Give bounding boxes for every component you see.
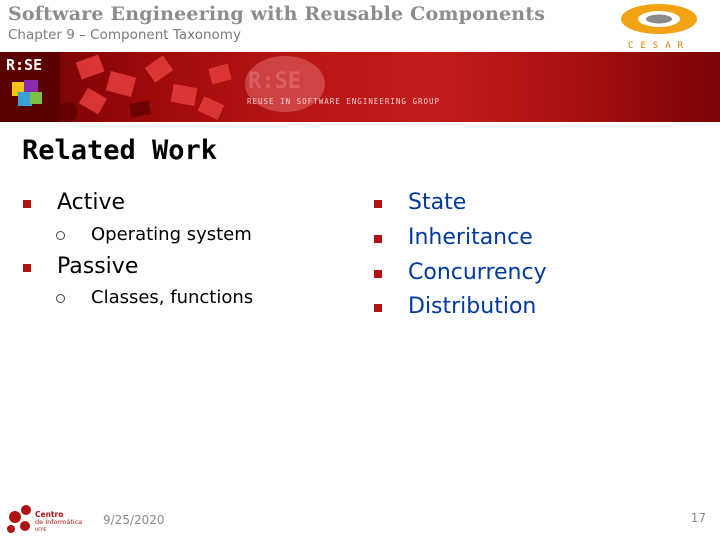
bullet-label: Distribution <box>408 294 537 319</box>
bullet-label: State <box>408 190 467 215</box>
bullet-concurrency <box>408 260 547 285</box>
bullet-label: Inheritance <box>408 225 533 250</box>
square-bullet-icon <box>23 200 31 208</box>
ring-bullet-icon <box>56 294 65 303</box>
banner-caption: REUSE IN SOFTWARE ENGINEERING GROUP <box>247 97 441 106</box>
square-bullet-icon <box>374 235 382 243</box>
slide-title: Related Work <box>22 135 218 166</box>
svg-text:CESAR: CESAR <box>627 41 691 51</box>
bullet-label: Active <box>57 190 126 215</box>
square-bullet-icon <box>374 270 382 278</box>
svg-text:Centro: Centro <box>35 510 64 519</box>
bullet-state <box>408 190 466 215</box>
sub-bullet-label: Operating system <box>91 224 252 245</box>
ring-bullet-icon <box>56 231 65 240</box>
square-bullet-icon <box>23 264 31 272</box>
cesar-logo <box>618 2 700 52</box>
bullet-active <box>57 190 125 215</box>
bullet-label: Concurrency <box>408 260 547 285</box>
svg-text:UFPE: UFPE <box>35 528 47 533</box>
square-bullet-icon <box>374 200 382 208</box>
svg-text:R:SE: R:SE <box>248 69 301 94</box>
header-banner <box>0 52 720 122</box>
rise-badge <box>0 52 60 122</box>
centro-de-informatica-logo <box>4 500 94 538</box>
bullet-distribution <box>408 294 536 319</box>
sub-bullet-operating-system <box>91 224 252 245</box>
bullet-label: Passive <box>57 254 139 279</box>
bullet-inheritance <box>408 225 533 250</box>
svg-text:R:SE: R:SE <box>6 56 43 74</box>
page-number: 17 <box>690 511 706 525</box>
presentation-title: Software Engineering with Reusable Components <box>8 3 546 25</box>
puzzle-pieces-art <box>60 52 720 122</box>
bullet-passive <box>57 254 138 279</box>
footer-date: 9/25/2020 <box>103 513 165 527</box>
square-bullet-icon <box>374 304 382 312</box>
sub-bullet-classes-functions <box>91 287 253 308</box>
sub-bullet-label: Classes, functions <box>91 287 254 308</box>
svg-text:de Informática: de Informática <box>35 518 83 526</box>
chapter-subtitle: Chapter 9 – Component Taxonomy <box>8 27 241 43</box>
rise-logo <box>0 52 60 122</box>
